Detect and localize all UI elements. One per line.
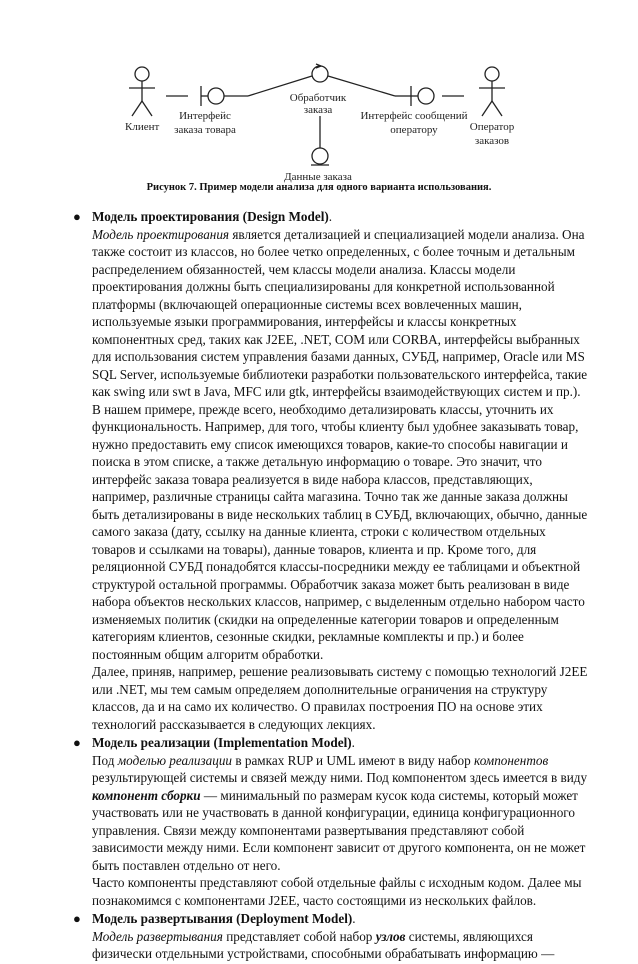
operator-actor-icon xyxy=(479,67,505,116)
section-title xyxy=(92,910,592,928)
term: Модель развертывания xyxy=(92,928,223,944)
operator-label: Оператор xyxy=(469,121,515,133)
paragraph-text: Под xyxy=(92,752,118,768)
section-title-text: Модель развертывания (Deployment Model) xyxy=(92,911,353,926)
paragraph xyxy=(92,226,592,401)
paragraph xyxy=(92,752,592,875)
paragraph-text: представляет собой набор xyxy=(222,928,376,944)
term: моделью реализации xyxy=(117,752,233,768)
title-dot: . xyxy=(352,911,356,926)
order-data-entity-icon xyxy=(311,148,329,165)
message-interface-label: Интерфейс сообщений xyxy=(360,110,468,122)
order-handler-label: заказа xyxy=(303,104,333,116)
message-interface-label: оператору xyxy=(390,124,438,136)
section-title xyxy=(92,208,592,226)
bullet-icon: ● xyxy=(73,911,81,926)
order-interface-label: Интерфейс xyxy=(179,110,231,122)
order-handler-label: Обработчик xyxy=(289,92,347,104)
term: Модель проектирования xyxy=(92,226,230,242)
paragraph-text: системы, являющихся физически отдельными устройствами, способными обрабатывать информацию — xyxy=(92,928,555,961)
paragraph-text: является детализацией и специализацией модели анализа. Она также состоит из классов, но более четко определенных, с более точным и детальным распределением обязанностей, чем классы модели анализа. Классы модели проектирования должны быть специализированы для конкретной использованной платформы (включающей операционные системы всех вовлеченных машин, используемые языки программирования, интерфейсы и классы конкретных компонентных сред, таких как J2EE, .NET, COM или CORBA, интерфейсы выбранных для использования систем управления базами данных, СУБД, например, Oracle или MS SQL Server, используемые библиотеки разработки пользовательского интерфейса, такие как swing или swt в Java, MFC или gtk, интерфейсы взаимодействующих систем и пр.). xyxy=(92,226,588,399)
paragraph: Часто компоненты представляют собой отдельные файлы с исходным кодом. Далее мы познакомимся с компонентами J2EE, часто состоящими из нескольких файлов. xyxy=(92,875,582,908)
list-item xyxy=(72,910,592,963)
content xyxy=(72,208,592,964)
order-interface-boundary-icon xyxy=(201,86,224,106)
order-handler-control-icon xyxy=(312,64,328,82)
term-bold: компонент сборки xyxy=(92,787,201,803)
paragraph-text: результирующей системы и связей между ними. Под компонентом здесь имеется в виду xyxy=(92,770,588,785)
paragraph xyxy=(92,928,592,963)
client-actor-icon xyxy=(129,67,155,116)
term-bold: узлов xyxy=(375,928,406,944)
section-title-text: Модель реализации (Implementation Model) xyxy=(92,735,352,750)
bullet-icon: ● xyxy=(73,735,81,750)
list-item xyxy=(72,208,592,733)
term: компонентов xyxy=(474,752,549,768)
order-data-label: Данные заказа xyxy=(284,171,352,183)
title-dot: . xyxy=(328,209,333,224)
message-interface-boundary-icon xyxy=(395,86,434,106)
client-label: Клиент xyxy=(125,121,160,133)
section-title-text: Модель проектирования (Design Model) xyxy=(92,209,329,224)
analysis-model-diagram xyxy=(0,0,638,200)
title-dot: . xyxy=(351,735,355,750)
section-title xyxy=(92,734,592,752)
paragraph: Далее, приняв, например, решение реализовывать систему с помощью технологий J2EE или .NET, мы тем самым определяем дополнительные ограничения на структуру классов, да и на само их количество. О правилах построения ПО на основе этих технологий рассказывается в следующих лекциях. xyxy=(92,664,588,732)
bullet-icon: ● xyxy=(73,209,81,224)
order-interface-label: заказа товара xyxy=(174,124,236,136)
list-item xyxy=(72,734,592,909)
figure-caption: Рисунок 7. Пример модели анализа для одного варианта использования. xyxy=(146,182,492,193)
operator-label: заказов xyxy=(474,135,510,147)
paragraph-text: — минимальный по размерам кусок кода системы, который может участвовать или не участвовать в данной конфигурации, единица конфигурационного управления. Связи между компонентами развертывания представляют собой зависимости между ними. Если компонент зависит от другого компонента, он не может быть поставлен отдельно от него. xyxy=(92,787,586,873)
paragraph-text: в рамках RUP и UML имеют в виду набор xyxy=(232,752,475,768)
paragraph: В нашем примере, прежде всего, необходимо детализировать классы, уточнить их функциональность. Например, для того, чтобы клиенту был удобнее заказывать товар, нужно предоставить ему список имеющихся товаров, какие-то способы навигации и поиска в этом списке, а также детальную информацию о товаре. Это значит, что интерфейс заказа товара реализуется в виде набора классов, представляющих, например, различные страницы сайта магазина. Точно так же данные заказа должны быть детализированы в виде нескольких таблиц в СУБД, включающих, обычно, данные самого заказа (дату, ссылку на данные клиента, строки с количеством отдельных товаров и ссылками на товары), данные товаров, клиента и пр. Кроме того, для реляционной СУБД понадобятся классы-посредники между ее таблицами и объектной структурой остальной программы. Обработчик заказа может быть реализован в виде набора объектов нескольких классов, например, с выделенным отдельно набором часто изменяемых политик (скидки на определенные категории товаров и определенным категориям клиентов, сезонные скидки, рекламные комплекты и пр.) и более постоянным общим алгоритм обработки. xyxy=(92,401,588,662)
